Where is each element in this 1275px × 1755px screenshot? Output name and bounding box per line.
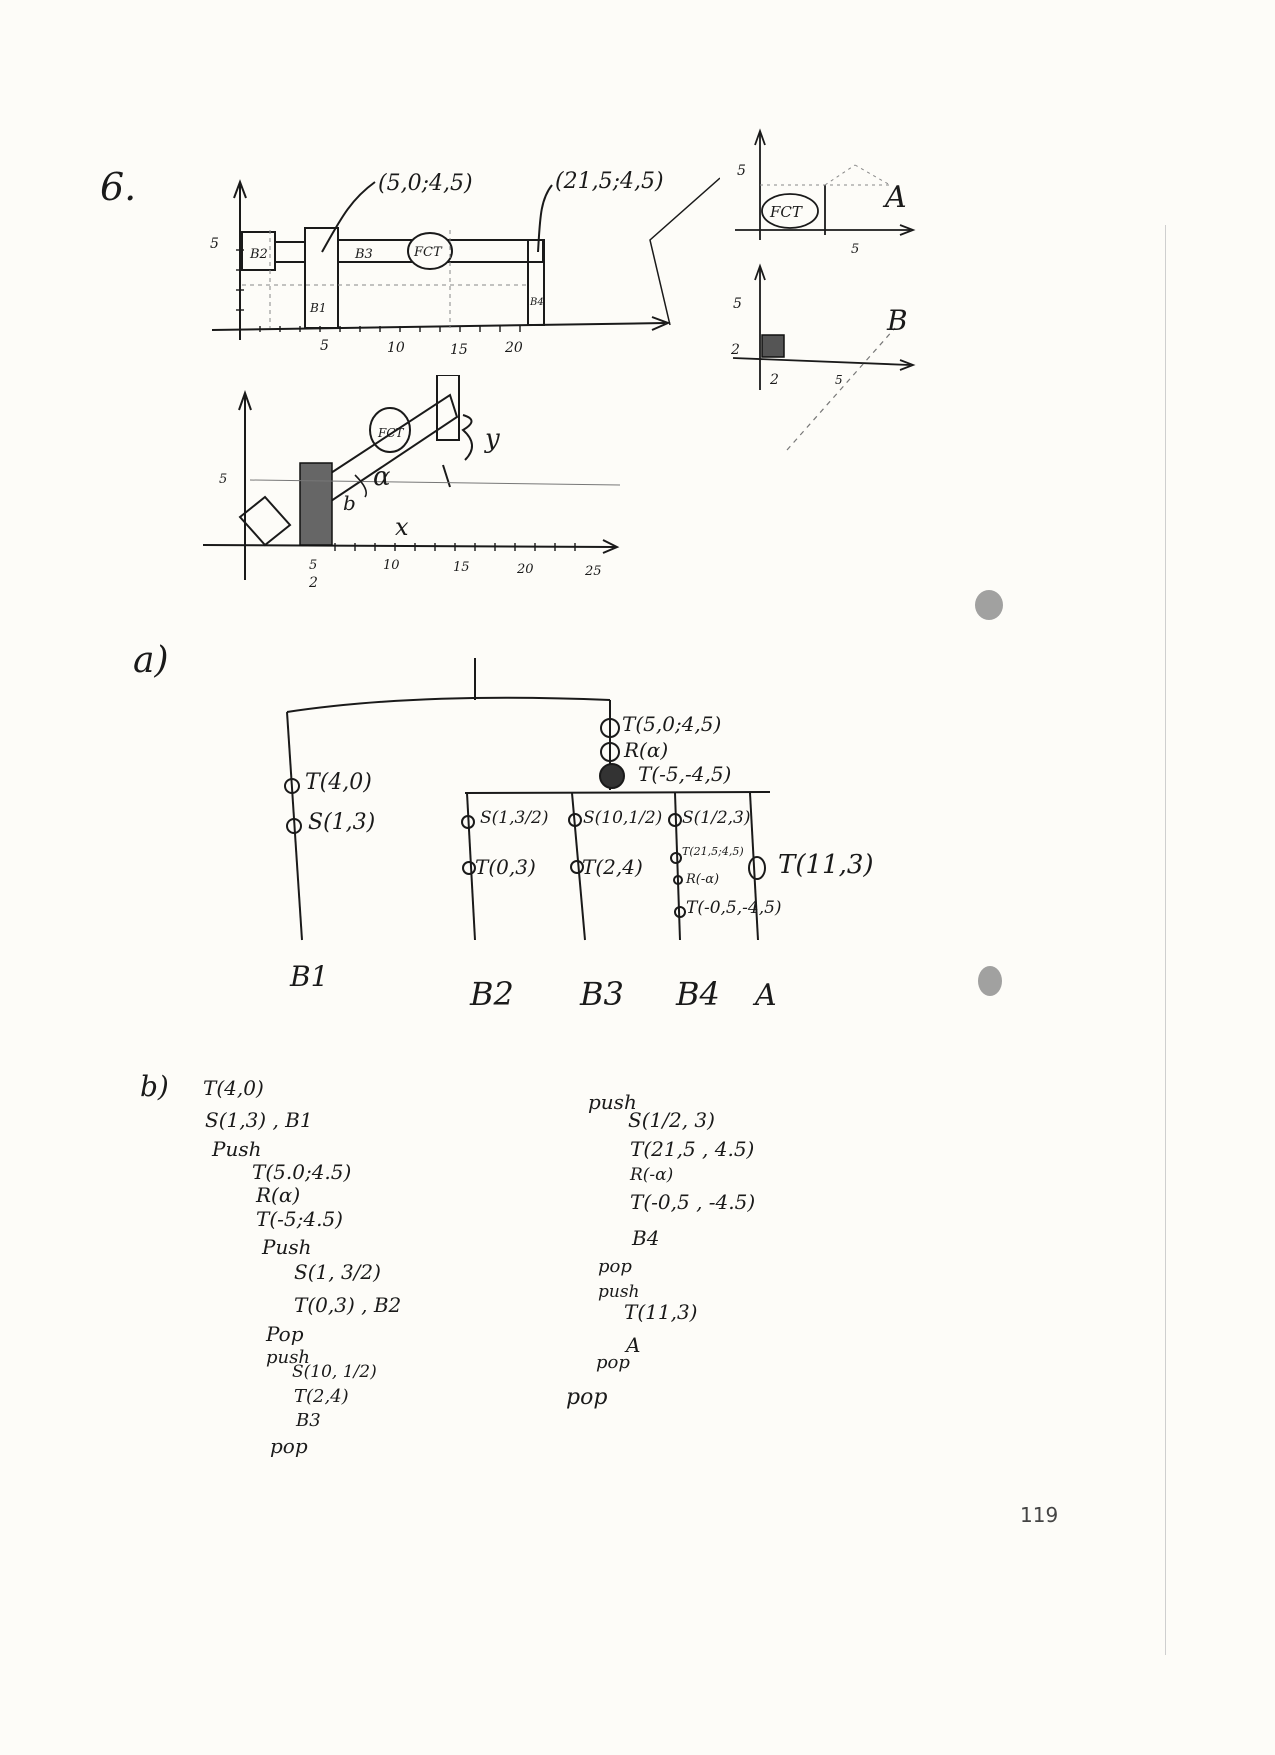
coord-label-2: (21,5;4,5) xyxy=(555,169,664,194)
col2-line: push xyxy=(588,1090,637,1114)
annotation-b: b xyxy=(343,491,356,515)
page-number: 119 xyxy=(1020,1503,1059,1527)
leaf-b4: B4 xyxy=(676,975,720,1013)
part-b-label: b) xyxy=(140,1070,169,1103)
figure-rotated-arm xyxy=(195,375,635,600)
coord-label-1: (5,0;4,5) xyxy=(378,171,473,196)
col1-line: S(10, 1/2) xyxy=(292,1362,377,1382)
rotated-x-tick-20: 20 xyxy=(517,562,534,577)
col2-line: B4 xyxy=(632,1226,660,1250)
figure-b-tick-x2: 5 xyxy=(835,373,843,387)
col2-line: pop xyxy=(566,1385,608,1410)
part-b4 xyxy=(528,240,544,325)
b4-transform-s: S(1/2,3) xyxy=(682,808,751,828)
label-fct: FCT xyxy=(414,245,442,260)
col1-line: T(4,0) xyxy=(203,1076,264,1100)
exercise-number: 6. xyxy=(100,165,137,209)
b1-transform-t: T(4,0) xyxy=(305,770,372,795)
col1-line: T(2,4) xyxy=(294,1386,349,1407)
scan-blemish xyxy=(978,966,1002,996)
col1-line: Push xyxy=(262,1235,312,1259)
b2-transform-t: T(0,3) xyxy=(475,855,536,879)
b4-transform-t2: T(-0,5,-4,5) xyxy=(686,898,782,918)
part-a-label: a) xyxy=(133,640,169,681)
x-tick-20: 20 xyxy=(505,340,523,356)
figure-assembly xyxy=(200,140,720,380)
col1-line: pop xyxy=(270,1434,308,1458)
figure-a-tick-x: 5 xyxy=(851,242,860,257)
col2-line: push xyxy=(598,1282,640,1302)
col1-line: B3 xyxy=(296,1410,321,1431)
figure-b-tick-y2: 2 xyxy=(731,342,740,358)
b3-transform-s: S(10,1/2) xyxy=(583,808,663,828)
rotated-y-tick: 5 xyxy=(219,472,228,487)
col1-line: T(-5;4.5) xyxy=(256,1207,343,1231)
trunk-transform-r: R(α) xyxy=(624,738,669,762)
col1-line: T(0,3) , B2 xyxy=(294,1293,402,1317)
label-b4: B4 xyxy=(530,297,544,308)
x-tick-10: 10 xyxy=(387,340,405,356)
scan-blemish xyxy=(975,590,1003,620)
col2-line: S(1/2, 3) xyxy=(628,1108,715,1132)
leaf-a: A xyxy=(755,978,777,1013)
trunk-transform-t1: T(5,0;4,5) xyxy=(622,712,722,736)
y-tick-label: 5 xyxy=(210,236,219,252)
page-margin-line xyxy=(1165,225,1166,1655)
col2-line: pop xyxy=(596,1352,630,1373)
b3-transform-t: T(2,4) xyxy=(582,855,643,879)
col2-line: A xyxy=(626,1333,641,1357)
a-transform: T(11,3) xyxy=(778,850,874,880)
rotated-x-tick-10: 10 xyxy=(383,558,400,573)
annotation-x: x xyxy=(395,513,409,541)
annotation-y: y xyxy=(485,424,500,454)
figure-a-letter: A xyxy=(885,180,907,215)
figure-a-fct-label: FCT xyxy=(770,203,802,221)
rotated-x-tick-15: 15 xyxy=(453,560,470,575)
col2-line: R(-α) xyxy=(630,1165,674,1185)
col2-line: T(-0,5 , -4.5) xyxy=(630,1190,756,1214)
figure-b-block xyxy=(762,335,784,357)
figure-b-tick-x: 2 xyxy=(770,372,779,388)
rotated-x-tick-25: 25 xyxy=(585,564,602,579)
figure-b-tick-y1: 5 xyxy=(733,296,742,312)
x-tick-5: 5 xyxy=(320,338,329,354)
col1-line: T(5.0;4.5) xyxy=(252,1160,352,1184)
figure-a xyxy=(725,125,925,265)
trunk-transform-t2: T(-5,-4,5) xyxy=(638,762,732,786)
leaf-b3: B3 xyxy=(580,975,624,1013)
col2-line: T(11,3) xyxy=(624,1300,698,1324)
leaf-b2: B2 xyxy=(470,975,514,1013)
rotated-x-sub: 2 xyxy=(309,575,318,591)
x-tick-15: 15 xyxy=(450,342,468,358)
figure-b-letter: B xyxy=(887,304,908,337)
col1-line: R(α) xyxy=(256,1183,301,1207)
figure-b xyxy=(725,260,925,460)
b2-transform-s: S(1,3/2) xyxy=(480,808,549,828)
rotated-x-tick-5: 5 xyxy=(309,558,318,573)
label-b1: B1 xyxy=(310,301,327,315)
col1-line: S(1, 3/2) xyxy=(294,1260,381,1284)
rotated-b1 xyxy=(300,463,332,545)
b4-transform-t1: T(21,5;4,5) xyxy=(682,845,744,858)
leaf-b1: B1 xyxy=(290,960,329,993)
col1-line: Pop xyxy=(266,1322,304,1346)
figure-a-tick-y: 5 xyxy=(737,163,746,179)
annotation-alpha: α xyxy=(373,462,391,492)
col1-line: Push xyxy=(212,1137,262,1161)
label-b2: B2 xyxy=(250,247,268,262)
col2-line: pop xyxy=(598,1256,632,1277)
rotated-fct-label: FCT xyxy=(378,426,404,440)
col1-line: push xyxy=(266,1347,310,1368)
col1-line: S(1,3) , B1 xyxy=(205,1108,313,1132)
b1-transform-s: S(1,3) xyxy=(308,810,376,835)
label-b3: B3 xyxy=(355,247,373,262)
b4-transform-r: R(-α) xyxy=(686,872,720,887)
col2-line: T(21,5 , 4.5) xyxy=(630,1137,755,1161)
